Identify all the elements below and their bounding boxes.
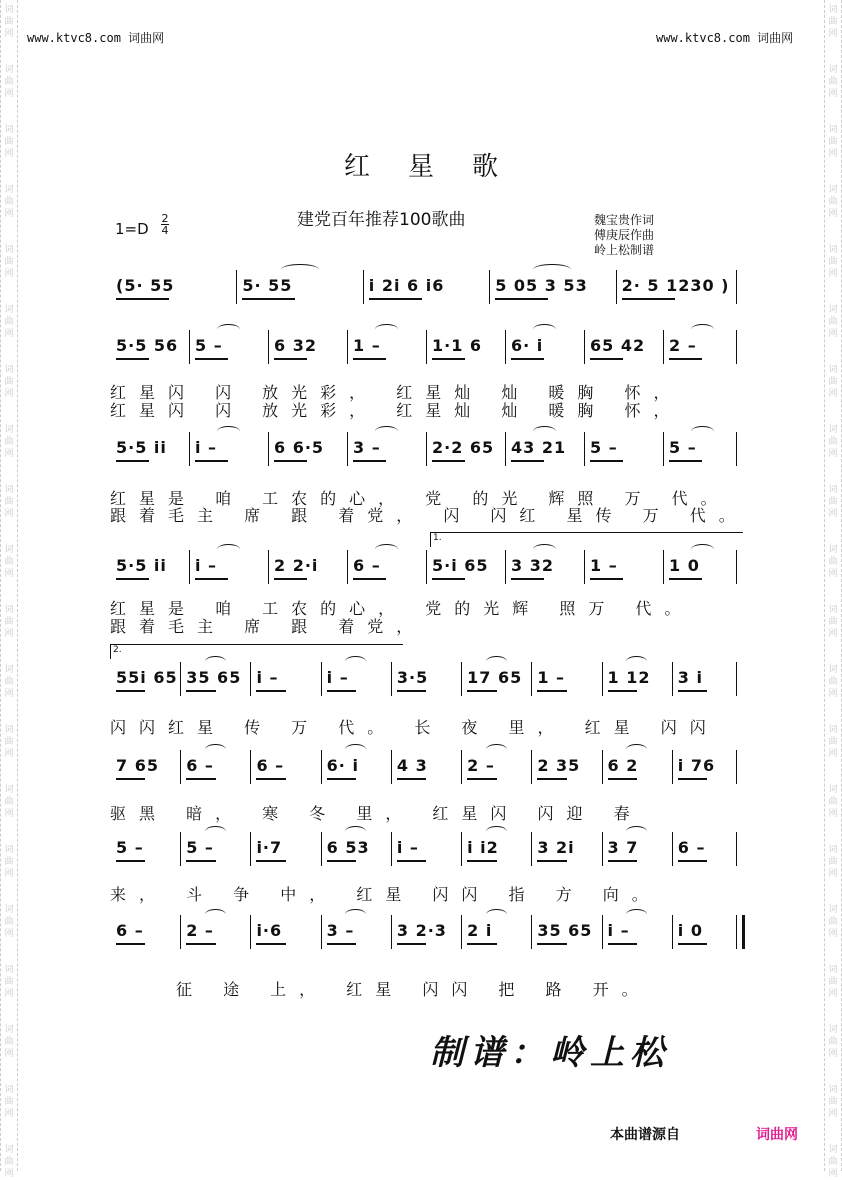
measure-notes: 6· i — [326, 756, 359, 775]
measure-notes: 2 i — [467, 921, 493, 940]
edge-watermark-text: 词曲网 — [4, 785, 14, 819]
beat-underline — [590, 578, 623, 580]
edge-watermark-text: 词曲网 — [4, 545, 14, 579]
song-subtitle: 建党百年推荐100歌曲 — [297, 210, 466, 230]
beat-underline — [537, 860, 566, 862]
measure-notes: 3 7 — [607, 838, 639, 857]
measure-notes: 35 65 — [537, 921, 593, 940]
measure-notes: 3 – — [326, 921, 355, 940]
measure-notes: 35 65 — [186, 668, 242, 687]
beat-underline — [511, 460, 544, 462]
beat-underline — [186, 690, 215, 692]
bar-line — [268, 330, 269, 364]
beat-underline — [116, 358, 149, 360]
slur-mark — [375, 324, 399, 335]
bar-line — [736, 832, 737, 866]
bar-line — [584, 330, 585, 364]
beat-underline — [369, 298, 422, 300]
edge-watermark-text: 词曲网 — [828, 185, 838, 219]
measure-notes: 3 i — [677, 668, 703, 687]
beat-underline — [116, 860, 145, 862]
beat-underline — [195, 578, 228, 580]
measure-notes: i·6 — [256, 921, 283, 940]
edge-watermark-text: 词曲网 — [828, 1145, 838, 1179]
measure-notes: 17 65 — [467, 668, 523, 687]
bar-line — [180, 662, 181, 696]
bar-line — [461, 662, 462, 696]
bar-line — [180, 915, 181, 949]
beat-underline — [353, 578, 386, 580]
edge-watermark-text: 词曲网 — [828, 245, 838, 279]
bar-line — [602, 750, 603, 784]
lyric-line: 红星闪 闪 放光彩， 红星灿 灿 暖胸 怀， — [110, 401, 683, 420]
bar-line — [584, 550, 585, 584]
slur-mark — [345, 744, 366, 755]
edge-watermark-text: 词曲网 — [4, 965, 14, 999]
measure-notes: 5 – — [116, 838, 144, 857]
beat-underline — [242, 298, 295, 300]
measure-notes: 1 12 — [607, 668, 651, 687]
bar-line — [189, 330, 190, 364]
beat-underline — [495, 298, 548, 300]
edge-watermark-text: 词曲网 — [828, 785, 838, 819]
credit-composer: 傅庚辰作曲 — [594, 228, 655, 242]
beat-underline — [590, 460, 623, 462]
bar-line — [736, 330, 737, 364]
beat-underline — [669, 358, 702, 360]
measure-notes: 3 – — [353, 438, 381, 457]
score-row — [110, 750, 742, 784]
beat-underline — [256, 690, 285, 692]
edge-watermark-text: 词曲网 — [4, 845, 14, 879]
edge-watermark-text: 词曲网 — [4, 1145, 14, 1179]
bar-line — [663, 432, 664, 466]
measure-notes: 43 21 — [511, 438, 567, 457]
bar-line — [461, 832, 462, 866]
beat-underline — [467, 860, 496, 862]
edge-watermark-text: 词曲网 — [828, 425, 838, 459]
slur-mark — [217, 324, 241, 335]
beat-underline — [353, 358, 386, 360]
measure-notes: 6 – — [677, 838, 706, 857]
beat-underline — [116, 460, 149, 462]
measure-notes: 5·i 65 — [432, 556, 489, 575]
slur-mark — [486, 744, 507, 755]
measure-notes: 6 32 — [274, 336, 317, 355]
slur-mark — [205, 744, 226, 755]
beat-underline — [432, 578, 465, 580]
measure-notes: 7 65 — [116, 756, 159, 775]
edge-watermark-text: 词曲网 — [828, 965, 838, 999]
beat-underline — [116, 778, 145, 780]
slur-mark — [205, 826, 226, 837]
slur-mark — [486, 656, 507, 667]
beat-underline — [274, 460, 307, 462]
bar-line — [531, 750, 532, 784]
bar-line — [321, 662, 322, 696]
edge-watermark-text: 词曲网 — [4, 1085, 14, 1119]
lyric-line: 红星是 咱 工农的心， 党 的光 辉照 万 代。 — [110, 489, 730, 508]
edge-watermark-text: 词曲网 — [828, 605, 838, 639]
slur-mark — [626, 744, 647, 755]
bar-line — [321, 915, 322, 949]
edge-watermark-text: 词曲网 — [4, 665, 14, 699]
slur-mark — [486, 826, 507, 837]
bar-line — [663, 550, 664, 584]
volta-bracket: 2. — [110, 644, 403, 659]
beat-underline — [327, 778, 356, 780]
beat-underline — [116, 298, 169, 300]
score-row — [110, 533, 742, 584]
beat-underline — [590, 358, 623, 360]
beat-underline — [195, 460, 228, 462]
bar-line — [268, 432, 269, 466]
beat-underline — [353, 460, 386, 462]
measure-notes: 6 – — [353, 556, 381, 575]
edge-watermark-text: 词曲网 — [828, 1025, 838, 1059]
edge-watermark-text: 词曲网 — [4, 245, 14, 279]
lyric-line: 来， 斗 争 中， 红星 闪闪 指 方 向。 — [110, 885, 661, 904]
lyric-line: 跟着毛主 席 跟 着党， — [110, 617, 426, 636]
edge-watermark-text: 词曲网 — [828, 65, 838, 99]
bar-line — [426, 330, 427, 364]
bar-line — [250, 915, 251, 949]
beat-underline — [274, 358, 307, 360]
bar-line — [602, 832, 603, 866]
lyric-line: 红星闪 闪 放光彩， 红星灿 灿 暖胸 怀， — [110, 383, 683, 402]
edge-watermark-text: 词曲网 — [828, 125, 838, 159]
beat-underline — [678, 860, 707, 862]
bar-line — [180, 832, 181, 866]
slur-mark — [533, 426, 557, 437]
measure-notes: 65 42 — [590, 336, 646, 355]
beat-underline — [186, 778, 215, 780]
beat-underline — [256, 943, 285, 945]
beat-underline — [327, 690, 356, 692]
measure-notes: 6 53 — [326, 838, 370, 857]
measure-notes: 6· i — [511, 336, 544, 355]
measure-notes: 1 – — [537, 668, 566, 687]
edge-watermark-text: 词曲网 — [828, 305, 838, 339]
measure-notes: 5 05 3 53 — [495, 276, 588, 295]
beat-underline — [608, 778, 637, 780]
beat-underline — [397, 860, 426, 862]
edge-watermark-text: 词曲网 — [4, 905, 14, 939]
measure-notes: 2 35 — [537, 756, 581, 775]
measure-notes: 5· 55 — [242, 276, 293, 295]
bar-line — [236, 270, 237, 304]
edge-watermark-text: 词曲网 — [828, 725, 838, 759]
credits — [594, 213, 654, 258]
lyric-line: 闪闪红星 传 万 代。 长 夜 里， 红星 闪闪 — [110, 718, 719, 737]
edge-watermark-text: 词曲网 — [828, 1085, 838, 1119]
key-signature: 1=D — [115, 220, 149, 238]
time-bottom: 4 — [161, 224, 169, 237]
edge-watermark-text: 词曲网 — [828, 485, 838, 519]
bar-line — [602, 662, 603, 696]
bar-line — [391, 832, 392, 866]
measure-notes: 5 – — [195, 336, 223, 355]
edge-watermark-text: 词曲网 — [4, 185, 14, 219]
beat-underline — [467, 943, 496, 945]
measure-notes: 55i 65 — [116, 668, 178, 687]
edge-watermark-text: 词曲网 — [4, 125, 14, 159]
bar-line — [489, 270, 490, 304]
measure-notes: 6 – — [116, 921, 144, 940]
measure-notes: (5· 55 — [116, 276, 175, 295]
edge-watermark-text: 词曲网 — [4, 725, 14, 759]
slur-mark — [691, 324, 715, 335]
measure-notes: 5 – — [186, 838, 214, 857]
bar-line — [736, 750, 737, 784]
bar-line — [189, 432, 190, 466]
beat-underline — [678, 943, 707, 945]
bar-line — [505, 432, 506, 466]
score-row — [110, 832, 742, 866]
beat-underline — [274, 578, 307, 580]
measure-notes: i – — [195, 556, 218, 575]
beat-underline — [186, 943, 215, 945]
slur-mark — [626, 656, 647, 667]
measure-notes: 1 0 — [669, 556, 700, 575]
measure-notes: i – — [396, 838, 419, 857]
volta-bracket: 1. — [430, 532, 743, 547]
source-label: 本曲谱源自 — [610, 1127, 680, 1143]
measure-notes: 1·1 6 — [432, 336, 483, 355]
measure-notes: 6 2 — [607, 756, 639, 775]
score-row — [110, 270, 742, 304]
bar-line — [189, 550, 190, 584]
beat-underline — [397, 943, 426, 945]
bar-line — [391, 750, 392, 784]
bar-line — [736, 662, 737, 696]
edge-watermark-text: 词曲网 — [4, 5, 14, 39]
measure-notes: 5 – — [669, 438, 697, 457]
credit-arranger: 岭上松制谱 — [594, 243, 655, 257]
bar-line — [672, 662, 673, 696]
beat-underline — [678, 690, 707, 692]
beat-underline — [116, 943, 145, 945]
measure-notes: 5·5 ii — [116, 438, 167, 457]
bar-line — [250, 750, 251, 784]
slur-mark — [375, 544, 399, 555]
edge-watermark-text: 词曲网 — [828, 905, 838, 939]
beat-underline — [256, 860, 285, 862]
bar-line — [461, 750, 462, 784]
beat-underline — [511, 578, 544, 580]
bar-line — [531, 915, 532, 949]
edge-watermark-text: 词曲网 — [4, 305, 14, 339]
measure-notes: 3·5 — [396, 668, 429, 687]
measure-notes: 3 32 — [511, 556, 554, 575]
bar-line — [321, 750, 322, 784]
bar-line — [616, 270, 617, 304]
lyric-line: 征 途 上， 红星 闪闪 把 路 开。 — [176, 980, 651, 999]
beat-underline — [511, 358, 544, 360]
beat-underline — [608, 690, 637, 692]
bar-line — [672, 915, 673, 949]
beat-underline — [186, 860, 215, 862]
measure-notes: i 0 — [677, 921, 703, 940]
beat-underline — [327, 860, 356, 862]
measure-notes: 3 2·3 — [396, 921, 447, 940]
edge-watermark-text: 词曲网 — [4, 365, 14, 399]
score-row — [110, 432, 742, 466]
slur-mark — [345, 909, 366, 920]
beat-underline — [537, 778, 566, 780]
measure-notes: 2· 5 1230 ) — [621, 276, 730, 295]
beat-underline — [116, 690, 145, 692]
measure-notes: 1 – — [590, 556, 618, 575]
time-signature — [161, 213, 169, 236]
score-row — [110, 645, 742, 696]
measure-notes: i – — [256, 668, 279, 687]
slur-mark — [217, 426, 241, 437]
beat-underline — [327, 943, 356, 945]
beat-underline — [537, 690, 566, 692]
beat-underline — [622, 298, 675, 300]
bar-line — [505, 550, 506, 584]
measure-notes: 2 – — [186, 921, 214, 940]
bar-line — [268, 550, 269, 584]
bar-line — [531, 832, 532, 866]
bar-line — [250, 662, 251, 696]
measure-notes: 1 – — [353, 336, 381, 355]
measure-notes: 5·5 ii — [116, 556, 167, 575]
score-row — [110, 915, 742, 949]
beat-underline — [467, 690, 496, 692]
beat-underline — [537, 943, 566, 945]
measure-notes: 5 – — [590, 438, 618, 457]
edge-watermark-text: 词曲网 — [828, 545, 838, 579]
measure-notes: 2 2·i — [274, 556, 319, 575]
slur-mark — [691, 426, 715, 437]
lyric-line: 驱黑 暗， 寒 冬 里， 红星闪 闪迎 春 — [110, 804, 643, 823]
measure-notes: i – — [195, 438, 218, 457]
time-top: 2 — [161, 212, 169, 225]
bar-line — [321, 832, 322, 866]
measure-notes: 3 2i — [537, 838, 575, 857]
beat-underline — [467, 778, 496, 780]
bar-line — [602, 915, 603, 949]
beat-underline — [669, 578, 702, 580]
edge-watermark-text: 词曲网 — [828, 665, 838, 699]
arranger-signature: 制谱：岭上松 — [430, 1033, 670, 1073]
edge-watermark-text: 词曲网 — [4, 605, 14, 639]
measure-notes: 6 – — [186, 756, 214, 775]
header-url-right[interactable]: www.ktvc8.com 词曲网 — [656, 31, 794, 45]
slur-mark — [533, 264, 571, 275]
measure-notes: 2 – — [669, 336, 697, 355]
edge-watermark-text: 词曲网 — [828, 365, 838, 399]
bar-line — [347, 550, 348, 584]
measure-notes: i – — [607, 921, 630, 940]
slur-mark — [626, 826, 647, 837]
bar-line — [363, 270, 364, 304]
lyric-line: 跟着毛主 席 跟 着党， 闪 闪红 星传 万 代。 — [110, 506, 748, 525]
beat-underline — [669, 460, 702, 462]
beat-underline — [608, 943, 637, 945]
header-url-left[interactable]: www.ktvc8.com 词曲网 — [27, 31, 165, 45]
measure-notes: 5·5 56 — [116, 336, 179, 355]
song-title: 红星歌 — [343, 152, 536, 182]
bar-line — [347, 330, 348, 364]
edge-watermark-text: 词曲网 — [4, 485, 14, 519]
slur-mark — [205, 909, 226, 920]
brand-link[interactable]: 词曲网 — [756, 1127, 798, 1143]
bar-line — [505, 330, 506, 364]
bar-line — [531, 662, 532, 696]
measure-notes: 6 6·5 — [274, 438, 325, 457]
measure-notes: i 2i 6 i6 — [368, 276, 445, 295]
beat-underline — [432, 358, 465, 360]
bar-line — [736, 432, 737, 466]
bar-line — [391, 662, 392, 696]
slur-mark — [626, 909, 647, 920]
slur-mark — [281, 264, 319, 275]
slur-mark — [486, 909, 507, 920]
slur-mark — [533, 324, 557, 335]
bar-line — [461, 915, 462, 949]
measure-notes: i – — [326, 668, 349, 687]
bar-line — [672, 832, 673, 866]
beat-underline — [256, 778, 285, 780]
bar-line — [736, 550, 737, 584]
beat-underline — [432, 460, 465, 462]
slur-mark — [375, 426, 399, 437]
bar-line — [250, 832, 251, 866]
slur-mark — [217, 544, 241, 555]
measure-notes: i·7 — [256, 838, 283, 857]
bar-line — [347, 432, 348, 466]
measure-notes: i i2 — [467, 838, 499, 857]
beat-underline — [397, 778, 426, 780]
bar-line — [672, 750, 673, 784]
edge-watermark-text: 词曲网 — [828, 845, 838, 879]
beat-underline — [608, 860, 637, 862]
credit-lyricist: 魏宝贵作词 — [594, 213, 655, 227]
score-row — [110, 330, 742, 364]
edge-watermark-text: 词曲网 — [4, 425, 14, 459]
bar-line — [180, 750, 181, 784]
beat-underline — [678, 778, 707, 780]
bar-line — [663, 330, 664, 364]
beat-underline — [116, 578, 149, 580]
measure-notes: 2 – — [467, 756, 495, 775]
bar-line — [426, 432, 427, 466]
bar-line — [584, 432, 585, 466]
measure-notes: i 76 — [677, 756, 716, 775]
bar-line — [391, 915, 392, 949]
edge-watermark-text: 词曲网 — [4, 1025, 14, 1059]
measure-notes: 4 3 — [396, 756, 428, 775]
edge-watermark-text: 词曲网 — [828, 5, 838, 39]
bar-line — [736, 915, 745, 949]
lyric-line: 红星是 咱 工农的心， 党的光辉 照万 代。 — [110, 599, 694, 618]
edge-watermark-text: 词曲网 — [4, 65, 14, 99]
measure-notes: 6 – — [256, 756, 285, 775]
slur-mark — [345, 826, 366, 837]
beat-underline — [397, 690, 426, 692]
measure-notes: 2·2 65 — [432, 438, 495, 457]
bar-line — [426, 550, 427, 584]
beat-underline — [195, 358, 228, 360]
bar-line — [736, 270, 737, 304]
